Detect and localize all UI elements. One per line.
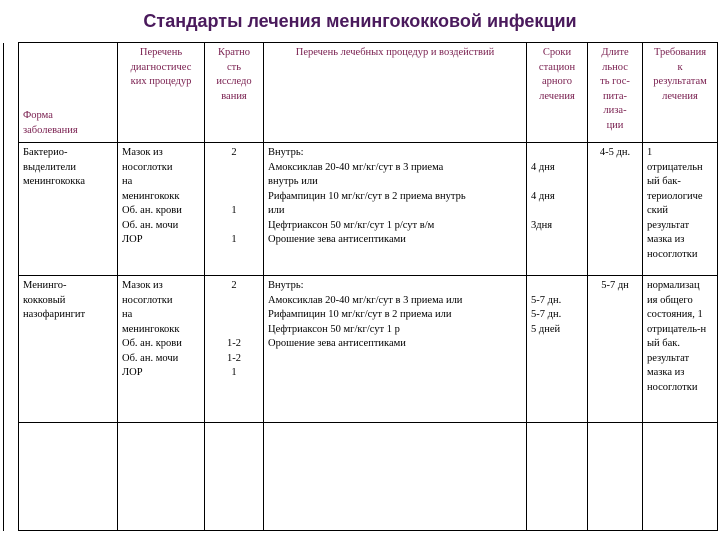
cell-hospital-duration xyxy=(588,143,643,276)
cell-line: стацион xyxy=(538,61,576,73)
cell-line: состояния, 1 xyxy=(647,309,703,320)
cell-line: ия общего xyxy=(647,294,693,306)
cell-line: результат xyxy=(647,219,690,231)
cell-line xyxy=(209,219,259,234)
cell-line: 2 xyxy=(231,280,237,291)
header-requirements xyxy=(643,43,718,143)
cell-line: 5-7 дн. xyxy=(531,294,562,306)
cell-line: результатам xyxy=(653,76,707,87)
cell-line: носоглотки xyxy=(122,294,173,306)
cell-line: мазка из xyxy=(647,367,685,378)
cell-requirements xyxy=(643,276,718,423)
cell-line: 5 дней xyxy=(531,323,561,335)
cell-line: менингококк xyxy=(122,323,180,335)
cell-line xyxy=(209,323,259,338)
table-row xyxy=(4,276,718,423)
cell-diagnostics xyxy=(118,276,205,423)
standards-table xyxy=(3,42,718,531)
cell-line: 5-7 дн. xyxy=(531,309,562,320)
cell-line: Рифампицин 10 мг/кг/сут в 2 приема внутрь xyxy=(268,190,466,202)
cell-line: нормализац xyxy=(647,280,700,291)
table-lead-cell xyxy=(4,423,19,531)
cell-line xyxy=(531,204,583,219)
cell-line xyxy=(209,294,259,309)
cell-line: лечения xyxy=(662,90,698,102)
cell-terms xyxy=(527,143,588,276)
cell-hospital-duration xyxy=(588,276,643,423)
cell-line: Амоксиклав 20-40 мг/кг/сут в 3 приема или xyxy=(268,294,463,306)
cell-multiplicity xyxy=(205,276,264,423)
cell-line: менингококка xyxy=(23,176,85,187)
cell-line xyxy=(531,146,583,161)
header-procedures xyxy=(264,43,527,143)
header-diagnostics xyxy=(118,43,205,143)
cell-line: 4 дня xyxy=(531,161,555,173)
cell-line: Мазок из xyxy=(122,147,163,158)
cell-line: на xyxy=(122,309,133,320)
cell-line: Внутрь: xyxy=(268,280,304,291)
cell-line: ый бак. xyxy=(647,338,681,349)
cell-line: назофарингит xyxy=(23,309,86,320)
empty-cell xyxy=(118,423,205,531)
cell-line: выделители xyxy=(23,161,76,173)
table-lead-cell xyxy=(4,276,19,423)
cell-line: ЛОР xyxy=(122,367,143,378)
empty-cell xyxy=(643,423,718,531)
header-terms xyxy=(527,43,588,143)
cell-line: Форма xyxy=(23,110,53,121)
cell-line: ции xyxy=(606,119,624,131)
cell-line: 1 xyxy=(647,147,653,158)
cell-line xyxy=(531,175,583,190)
cell-line: лечения xyxy=(539,90,575,102)
cell-line: Внутрь: xyxy=(268,147,304,158)
empty-cell xyxy=(527,423,588,531)
cell-diagnostics xyxy=(118,143,205,276)
cell-line: Об. ан. мочи xyxy=(122,352,179,364)
cell-line: льнос xyxy=(602,61,628,73)
cell-line: 4-5 дн. xyxy=(599,147,631,158)
page-title: Стандарты лечения менингококковой инфекции xyxy=(143,11,577,31)
cell-line: 5-7 дн xyxy=(601,280,629,291)
cell-line: Орошение зева антисептиками xyxy=(268,338,406,349)
cell-line: исследо xyxy=(216,76,252,87)
cell-line: 3дня xyxy=(531,219,553,231)
cell-line: к xyxy=(677,61,683,73)
cell-line: ЛОР xyxy=(122,234,143,245)
cell-line: Цефтриаксон 50 мг/кг/сут 1 р/сут в/м xyxy=(268,219,435,231)
cell-line: вания xyxy=(221,90,247,102)
cell-line: менингококк xyxy=(122,190,180,202)
cell-line xyxy=(209,175,259,190)
cell-line: ть гос- xyxy=(600,76,630,87)
empty-cell xyxy=(19,423,118,531)
cell-line: Орошение зева антисептиками xyxy=(268,234,406,245)
cell-line: результат xyxy=(647,352,690,364)
cell-line: Рифампицин 10 мг/кг/сут в 2 приема или xyxy=(268,309,452,320)
cell-line: 1 xyxy=(231,367,237,378)
cell-line: Об. ан. крови xyxy=(122,338,182,349)
cell-line: отрицатель-н xyxy=(647,323,707,335)
cell-line: Длите xyxy=(601,47,629,58)
cell-form xyxy=(19,276,118,423)
cell-form xyxy=(19,143,118,276)
cell-line: Требования xyxy=(653,47,707,58)
cell-line: Сроки xyxy=(542,47,572,58)
cell-line: диагностичес xyxy=(130,61,192,73)
cell-procedures xyxy=(264,276,527,423)
cell-terms xyxy=(527,276,588,423)
cell-line: отрицательн xyxy=(647,161,703,173)
cell-line: Кратно xyxy=(217,47,251,58)
cell-line: носоглотки xyxy=(647,248,698,260)
empty-row xyxy=(4,423,718,531)
cell-line: на xyxy=(122,176,133,187)
cell-requirements xyxy=(643,143,718,276)
cell-line: Бактерио- xyxy=(23,147,68,158)
cell-line: лиза- xyxy=(603,105,627,116)
table-lead-cell xyxy=(4,143,19,276)
cell-line xyxy=(209,161,259,176)
cell-line: 1-2 xyxy=(227,352,241,364)
cell-line: Менинго- xyxy=(23,280,67,291)
cell-line: пита- xyxy=(602,90,628,102)
empty-cell xyxy=(205,423,264,531)
table-lead-cell xyxy=(4,43,19,143)
cell-line: ский xyxy=(647,205,668,216)
cell-line: или xyxy=(268,205,285,216)
cell-line: 1 xyxy=(231,205,237,216)
header-row xyxy=(4,43,718,143)
cell-line: кокковый xyxy=(23,294,66,306)
cell-line xyxy=(209,190,259,205)
table-row xyxy=(4,143,718,276)
cell-line: носоглотки xyxy=(647,381,698,393)
cell-line: ких процедур xyxy=(130,76,192,87)
cell-procedures xyxy=(264,143,527,276)
header-multiplicity xyxy=(205,43,264,143)
cell-line: ый бак- xyxy=(647,176,681,187)
cell-line: Перечень лечебных процедур и воздействий xyxy=(295,47,495,58)
cell-line xyxy=(209,308,259,323)
cell-line: мазка из xyxy=(647,234,685,245)
cell-line: арного xyxy=(541,76,573,87)
cell-line: Мазок из xyxy=(122,280,163,291)
cell-line: 1-2 xyxy=(227,338,241,349)
cell-line: носоглотки xyxy=(122,161,173,173)
cell-line: 1 xyxy=(231,234,237,245)
cell-line: 4 дня xyxy=(531,190,555,202)
cell-line: сть xyxy=(226,61,242,73)
cell-line: Цефтриаксон 50 мг/кг/сут 1 р xyxy=(268,323,400,335)
cell-line: Об. ан. мочи xyxy=(122,219,179,231)
cell-line xyxy=(531,279,583,294)
header-form xyxy=(19,43,118,143)
cell-line: 2 xyxy=(231,147,237,158)
header-hospital-duration xyxy=(588,43,643,143)
cell-line: заболевания xyxy=(23,124,78,136)
cell-line: Об. ан. крови xyxy=(122,205,182,216)
cell-line: териологиче xyxy=(647,190,703,202)
cell-line: Перечень xyxy=(139,47,183,58)
empty-cell xyxy=(264,423,527,531)
cell-line: Амоксиклав 20-40 мг/кг/сут в 3 приема xyxy=(268,161,444,173)
cell-line: внутрь или xyxy=(268,176,318,187)
empty-cell xyxy=(588,423,643,531)
cell-multiplicity xyxy=(205,143,264,276)
